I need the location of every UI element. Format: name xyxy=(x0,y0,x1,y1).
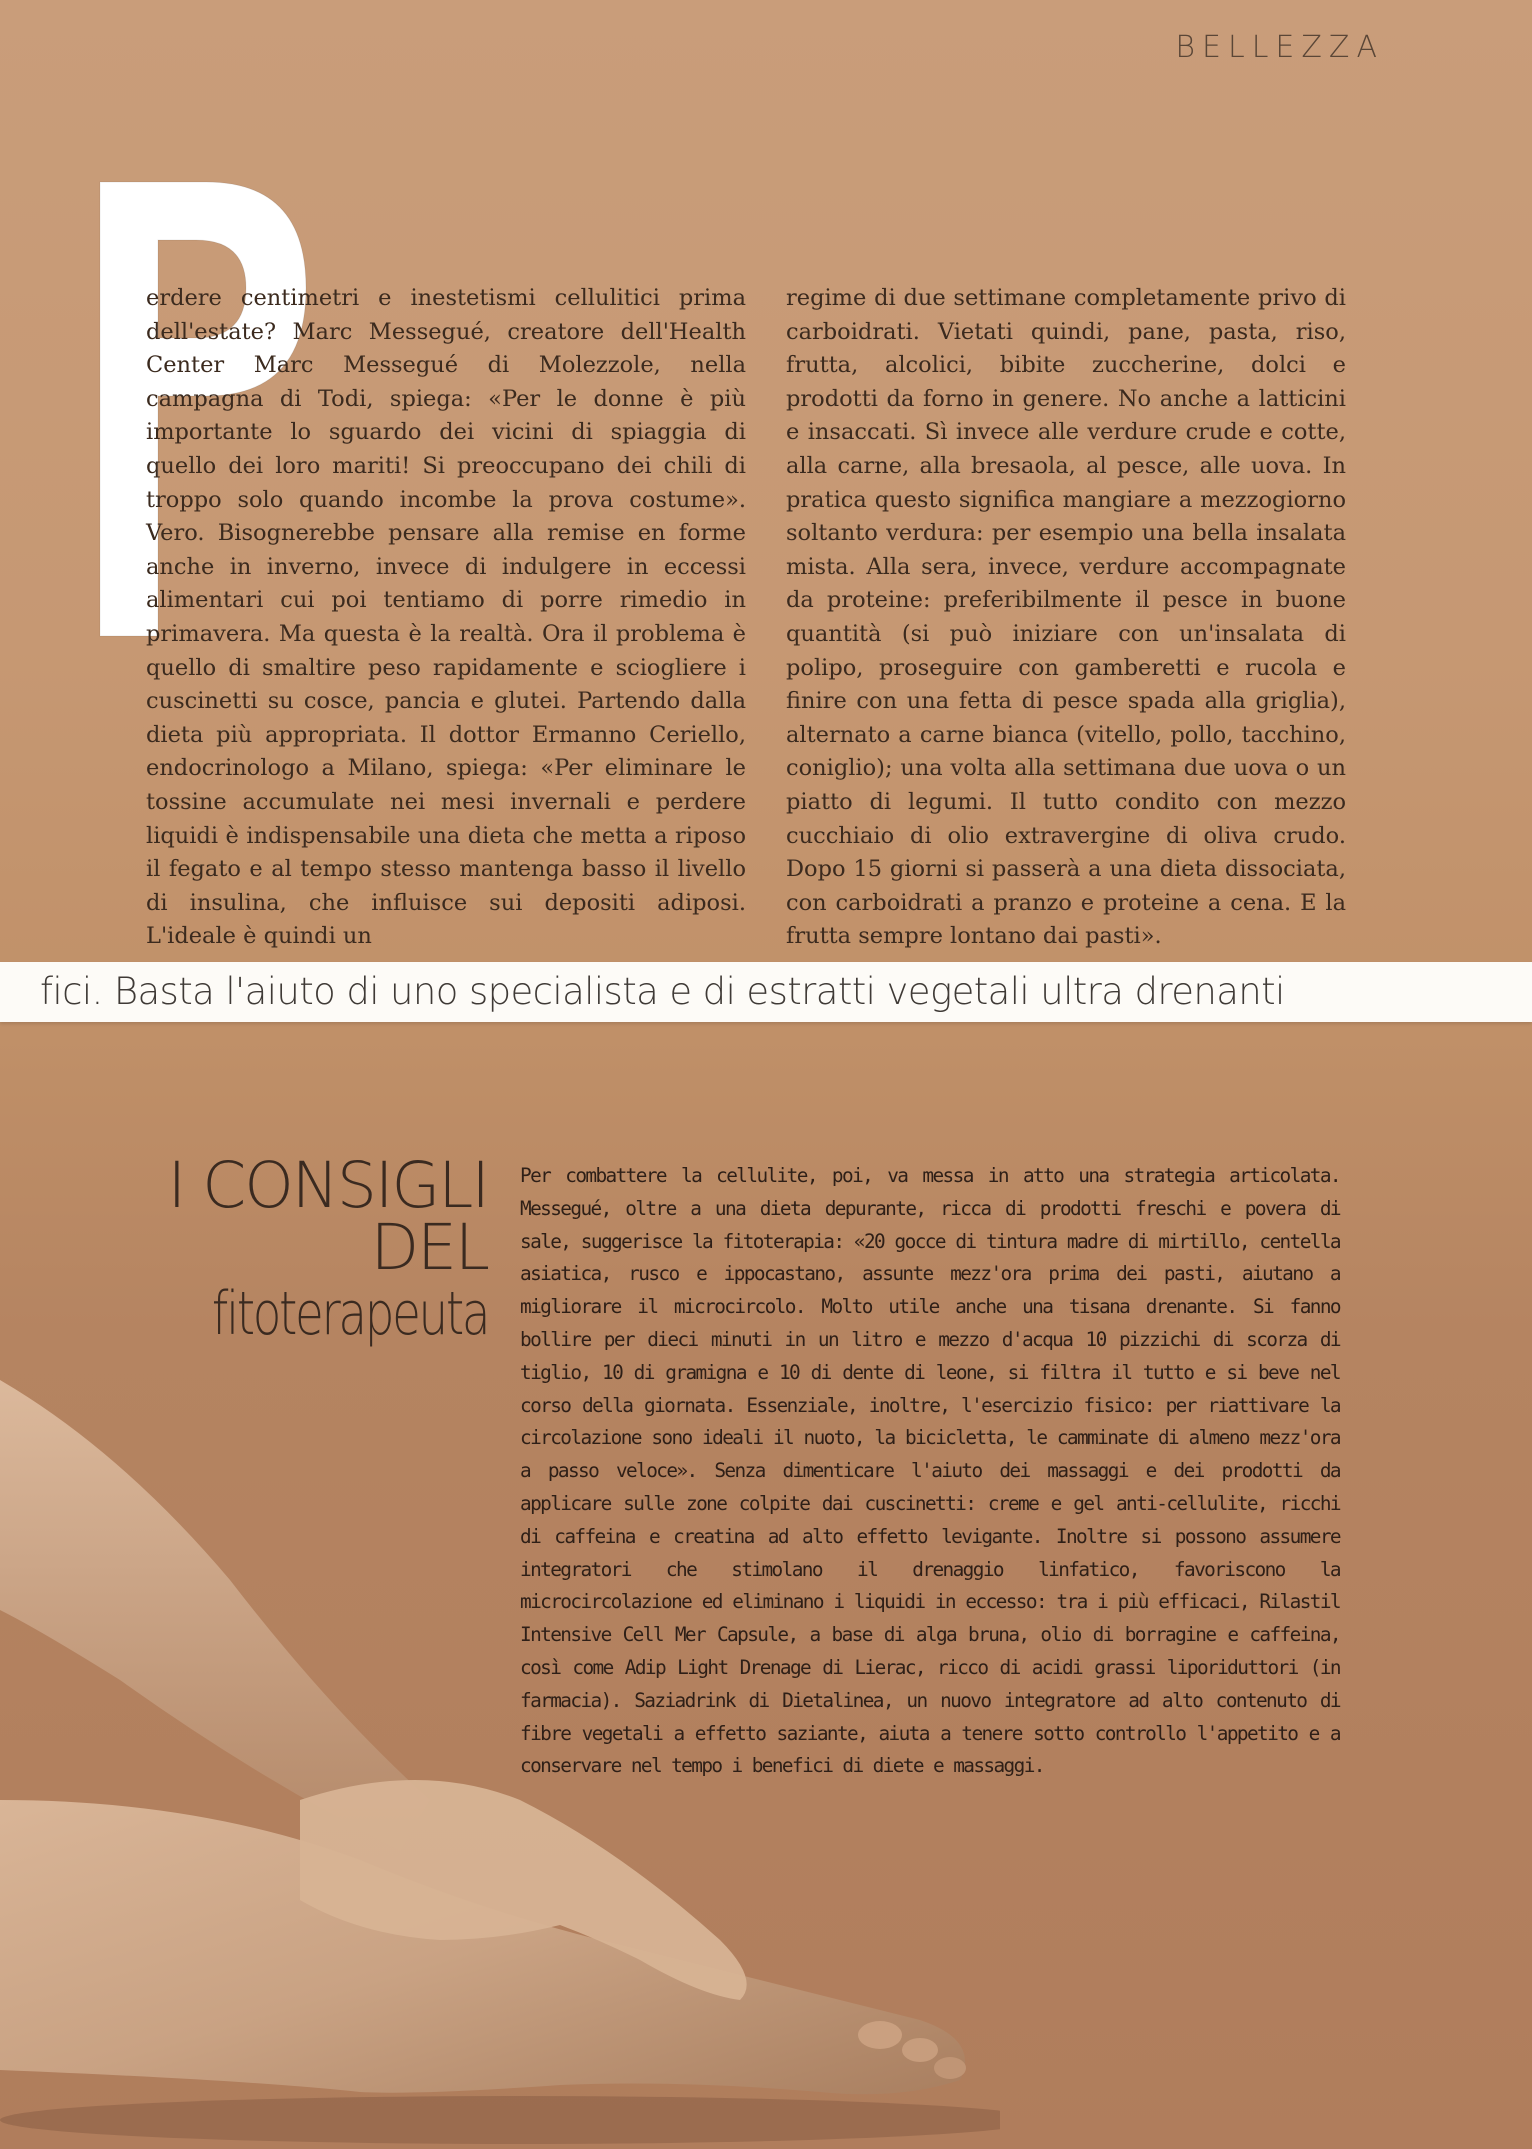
box-body-text: Per combattere la cellulite, poi, va messa in atto una strategia articolata. Messegué, oltre a una dieta depurante, ricca di prodotti freschi e povera di sale, suggerisce la fitoterapia: «20 gocce di tintura madre di mirtillo, centella asiatica, rusco e ippocastano, assunte mezz'ora prima dei pasti, aiutano a migliorare il microcircolo. Molto utile anche una tisana drenante. Si fanno bollire per dieci minuti in un litro e mezzo d'acqua 10 pizzichi di scorza di tiglio, 10 di gramigna e 10 di dente di leone, si filtra il tutto e si beve nel corso della giornata. Essenziale, inoltre, l'esercizio fisico: per riattivare la circolazione sono ideali il nuoto, la bicicletta, le camminate di almeno mezz'ora a passo veloce». Senza dimenticare l'aiuto dei massaggi e dei prodotti da applicare sulle zone colpite dai cuscinetti: creme e gel anti-cellulite, ricchi di caffeina e creatina ad alto effetto levigante. Inoltre si possono assumere integratori che stimolano il drenaggio linfatico, favoriscono la microcircolazione ed eliminano i liquidi in eccesso: tra i più efficaci, Rilastil Intensive Cell Mer Capsule, a base di alga bruna, olio di borragine e caffeina, così come Adip Light Drenage di Lierac, ricco di acidi grassi liporiduttori (in farmacia). Saziadrink di Dietalinea, un nuovo integratore ad alto contenuto di fibre vegetali a effetto saziante, aiuta a tenere sotto controllo l'appetito e a conservare nel tempo i benefici di diete e massaggi. xyxy=(520,1164,1340,1778)
box-heading xyxy=(134,1149,488,1349)
section-label: BELLEZZA xyxy=(1175,30,1384,65)
article-column-right xyxy=(786,282,1346,954)
article-column-left xyxy=(146,282,746,954)
box-body xyxy=(520,1160,1340,1783)
pull-quote-text: fici. Basta l'aiuto di uno specialista e di estratti vegetali ultra drenanti xyxy=(40,970,1285,1013)
box-heading-line3: fitoterapeuta xyxy=(211,1279,488,1349)
box-heading-line2: DEL xyxy=(370,1211,488,1284)
pull-quote-banner xyxy=(0,962,1532,1022)
article-text-left: erdere centimetri e inestetismi cellulitici prima dell'estate? Marc Messegué, creatore dell'Health Center Marc Messegué di Molezzole, nella campagna di Todi, spiega: «Per le donne è più importante lo sguardo dei vicini di spiaggia di quello dei loro mariti! Si preoccupano dei chili di troppo solo quando incombe la prova costume». Vero. Bisognerebbe pensare alla remise en forme anche in inverno, invece di indulgere in eccessi alimentari cui poi tentiamo di porre rimedio in primavera. Ma questa è la realtà. Ora il problema è quello di smaltire peso rapidamente e sciogliere i cuscinetti su cosce, pancia e glutei. Partendo dalla dieta più appropriata. Il dottor Ermanno Ceriello, endocrinologo a Milano, spiega: «Per eliminare le tossine accumulate nei mesi invernali e perdere liquidi è indispensabile una dieta che metta a riposo il fegato e al tempo stesso mantenga basso il livello di insulina, che influisce sui depositi adiposi. L'ideale è quindi un xyxy=(146,285,746,950)
box-heading-line1: I CONSIGLI xyxy=(167,1149,488,1222)
article-text-right: regime di due settimane completamente privo di carboidrati. Vietati quindi, pane, pasta, riso, frutta, alcolici, bibite zuccherine, dolci e prodotti da forno in genere. No anche a latticini e insaccati. Sì invece alle verdure crude e cotte, alla carne, alla bresaola, al pesce, alle uova. In pratica questo significa mangiare a mezzogiorno soltanto verdura: per esempio una bella insalata mista. Alla sera, invece, verdure accompagnate da proteine: preferibilmente il pesce in buone quantità (si può iniziare con un'insalata di polipo, proseguire con gamberetti e rucola e finire con una fetta di pesce spada alla griglia), alternato a carne bianca (vitello, pollo, tacchino, coniglio); una volta alla settimana due uova o un piatto di legumi. Il tutto condito con mezzo cucchiaio di olio extravergine di oliva crudo. Dopo 15 giorni si passerà a una dieta dissociata, con carboidrati a pranzo e proteine a cena. E la frutta sempre lontano dai pasti». xyxy=(786,285,1346,950)
